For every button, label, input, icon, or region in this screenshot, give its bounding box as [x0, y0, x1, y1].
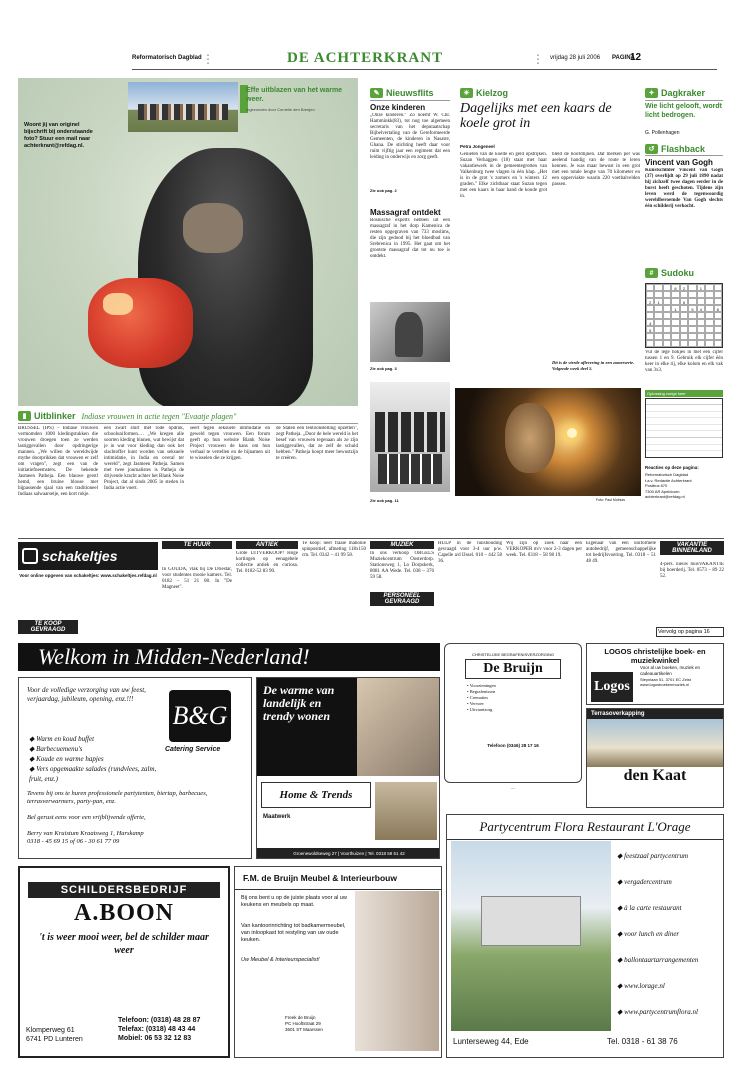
bullet-icon: ◆ [617, 852, 625, 860]
sudoku-cell[interactable] [714, 319, 722, 326]
meubel-t1: Bij ons bent u op de juiste plaats voor al uw keukens en meubels op maat. [241, 895, 347, 908]
classified-5: HULP in de huishouding gevraagd voor 3-4 uur p/w. Capelle a/d IJssel. 010 – 442 58 36. [438, 541, 502, 564]
fruit-highlight [103, 293, 133, 315]
flashback-headline: Vincent van Gogh [645, 158, 713, 167]
sudoku-cell[interactable] [680, 340, 688, 347]
bullet-icon: • [467, 689, 470, 694]
uitblinker-col3: seert tegen seksuele intimidatie en geweld tegen vrouwen. Een forum geeft op hun website Blank Noise Project vrouwen de kans om hun verhaal te vertellen en de bijnamen uit te wisselen die ze krijgen. [190, 426, 270, 461]
boon-name: A.BOON [73, 900, 174, 926]
sudoku-cell[interactable] [705, 340, 713, 347]
schakel-logo: schakeltjes [18, 542, 158, 570]
sudoku-cell[interactable] [654, 326, 662, 333]
bullet-icon: • [467, 707, 470, 712]
logos-addr: Steynlaan 51, 3701 EC Zeist www.logosboekenmuziek.nl [640, 677, 691, 687]
crowd [138, 104, 228, 120]
sudoku-cell[interactable] [663, 291, 671, 298]
nieuwsflits-t1: „Onze kinderen." Zo noemt W. Chr. Hamminkk(83), tot nog toe algemeen secretaris van het deputaatschap Bijbelvertaling van de Gereformeerde Gemeenten, de kinderen in Nasatre, Ghana. De stichting heeft daar voor ruim vijftig jaar een regiment dat een leiding in onderwijs en zorg geeft. [370, 113, 450, 160]
list-item: • Crematies [467, 695, 488, 700]
woman-face [505, 403, 555, 473]
cave-photo [455, 388, 641, 496]
bg-logo: B&G [169, 690, 231, 742]
schakel-icon [22, 548, 38, 564]
sudoku-cell[interactable] [688, 284, 696, 291]
sudoku-cell[interactable] [680, 326, 688, 333]
bruijn-name: De Bruijn [465, 659, 561, 679]
boon-tel: Telefoon: (0318) 48 28 87 Telefax: (0318) 48 43 44 Mobiel: 06 53 32 12 83 [118, 1017, 201, 1042]
sudoku-cell[interactable] [646, 333, 654, 340]
paper-name: Reformatorisch Dagblad [132, 55, 202, 61]
inset-photo [128, 82, 238, 132]
list-item: ◆ Warm en koud buffet [29, 735, 95, 743]
bullet-icon: ◆ [617, 904, 625, 912]
bg-line3: Bel gerust eens voor een vrijblijvende offerte, [27, 814, 146, 821]
ht-sub: Maatwerk [263, 814, 291, 820]
bullet-icon: • [467, 701, 470, 706]
sudoku-cell[interactable]: 1 [697, 284, 705, 291]
nieuwsflits-icon: ✎ [370, 88, 383, 98]
sudoku-instructions: Vul de lege hokjes in met een cijfer tussen 1 en 9. Gebruik elk cijfer één keer in elke rij, elke kolom en elk vak van 3x3. [645, 350, 723, 373]
bg-line2: Tevens bij ons te huren professionele partytenten, biertap, barbecues, terrasverwarmers, party-pan, enz. [27, 790, 208, 805]
bg-contact: Berry van Kruistum Kraatsweg 1, Harskamp 0318 - 45 69 15 of 06 - 30 61 77 09 [27, 830, 144, 845]
list-item: ◆ à la carte restaurant [617, 904, 682, 912]
sudoku-cell[interactable] [688, 319, 696, 326]
flashback-body: Kunstschilder Vincent van Gogh (37) overlijdt op 29 juli 1890 nadat hij zichzelf twee dagen eerder in de borst heeft geschoten. Tijdens zijn leven werd de tegenwoordig wereldberoemde Van Gogh slechts één schilderij verkocht. [645, 168, 723, 209]
sudoku-cell[interactable] [705, 333, 713, 340]
classifieds-rule [18, 538, 724, 539]
more-link[interactable]: Vervolg op pagina 16 [656, 627, 724, 637]
sudoku-cell[interactable] [654, 340, 662, 347]
sudoku-cell[interactable] [705, 291, 713, 298]
logos-top: LOGOS christelijke boek- en muziekwinkel [604, 647, 706, 665]
sudoku-cell[interactable]: 8 [714, 305, 722, 312]
meubel-t2: Van kantoorinrichting tot badkamermeubel, van inloopkast tot restyling van uw oude keuken. [241, 923, 346, 943]
nieuwsflits-see2: Zie ook pag. 3 [370, 366, 397, 371]
bullet-icon: ◆ [29, 755, 37, 763]
classified-4: In ons verkoop ORGELS Muziekcentrum Oosterdorp. Stationsweg 1, Lo Dorpskerk, 8081 AA Wede. Tel. 038 – 376 59 58. [370, 551, 434, 580]
section-title: DE ACHTERKRANT [287, 50, 444, 66]
sect-muziek: MUZIEK [370, 541, 434, 549]
sudoku-cell[interactable] [688, 340, 696, 347]
flora-tel: Tel. 0318 - 61 38 76 [607, 1037, 678, 1046]
date: vrijdag 28 juli 2006 [550, 55, 601, 61]
page-number: 12 [630, 52, 642, 63]
list-item: • Vervoer [467, 701, 484, 706]
sudoku-cell[interactable] [697, 291, 705, 298]
flora-ad[interactable] [446, 814, 724, 1058]
sudoku-cell[interactable] [654, 333, 662, 340]
divider-dots-2: ⋮ [532, 52, 544, 66]
nieuwsflits-rule [370, 100, 450, 101]
uitblinker-col4: de Staten een tentoonstelling opzetten", zegt Patheja. „Door de hele wereld is het besef van vrouwen tegenaan als ze zijn lastiggevallen, dat ze zelf de schuld hebben." Patheja hoopt meer bewustzijn te creëren. [276, 426, 358, 461]
sudoku-cell[interactable] [697, 319, 705, 326]
flora-photo [451, 841, 611, 1031]
sudoku-cell[interactable] [646, 291, 654, 298]
sudoku-cell[interactable] [705, 312, 713, 319]
uitblinker-icon: ▮ [18, 411, 31, 421]
sudoku-cell[interactable] [680, 333, 688, 340]
bruijn-sub: CHRISTELIJKE BEGRAFENISVERZORGING [471, 652, 554, 657]
sudoku-cell[interactable] [671, 326, 679, 333]
massagraf-photo [370, 302, 450, 362]
list-item: ◆ voor lunch en diner [617, 930, 680, 938]
boon-slogan: 't is weer mooi weer, bel de schilder maar weer [39, 932, 209, 956]
sudoku-cell[interactable]: 2 [680, 284, 688, 291]
ht-photo2 [375, 782, 437, 840]
bruijn-ad[interactable] [444, 643, 582, 783]
reply-address: Reformatorisch Dagblad t.a.v. Redactie Achterkrant Postbus 670 7300 AR Apeldoorn achterkrant@refdag.nl [645, 472, 692, 499]
sudoku-cell[interactable] [663, 340, 671, 347]
kielzog-tag: ☀ Kielzog [460, 88, 508, 98]
catering-ad[interactable] [18, 677, 252, 859]
logos-logo: Logos [591, 672, 633, 702]
boon-addr: Klomperweg 61 6741 PD Lunteren [26, 1027, 83, 1043]
classified-3: Te koop: neer fraaie mahonie spinpositief, afmeting 118x150 cm. Tel. 0342 – 41 99 58. [302, 541, 366, 558]
candle-flame [567, 428, 577, 438]
list-item: ◆ Barbecuemenu's [29, 745, 83, 753]
divider-dots: ⋮ [202, 52, 214, 66]
bruijn-list [445, 683, 581, 713]
sudoku-cell[interactable]: 1 [654, 298, 662, 305]
sect-antiek: ANTIEK [236, 541, 298, 549]
sudoku-cell[interactable] [663, 312, 671, 319]
sudoku-cell[interactable] [680, 319, 688, 326]
sudoku-cell[interactable] [663, 326, 671, 333]
flora-list [617, 843, 721, 1025]
flora-addr: Lunterseweg 44, Ede [453, 1037, 529, 1046]
hometrends-ad[interactable] [256, 677, 440, 859]
children-row2 [378, 454, 442, 484]
sudoku-cell[interactable] [654, 291, 662, 298]
sudoku-icon: # [645, 268, 658, 278]
sudoku-cell[interactable] [714, 312, 722, 319]
nieuwsflits-see1: Zie ook pag. 2 [370, 188, 397, 193]
sudoku-cell[interactable] [654, 284, 662, 291]
uitblinker-col2: een zwart shirt met rode opdruk, schooluniformen.… „We kregen alle soorten kleding binnen, wat bewijst dat je in wat voor kleding dan ook het slachtoffer kunt worden van seksuele intimidatie, in India en overal ter wereld", zegt Jasmeen Patheja. Samen met twee journalistes is Patheja de drijvende kracht achter het Blank Noise Project, dat al sinds 2005 in steden in India actie voert. [104, 426, 184, 491]
sudoku-cell[interactable] [697, 326, 705, 333]
children [375, 412, 445, 452]
flashback-icon: ↺ [645, 144, 658, 154]
terras-head: Terrasoverkapping [587, 709, 723, 719]
sudoku-cell[interactable] [688, 312, 696, 319]
page-label: PAGINA [612, 55, 635, 61]
bullet-icon: • [467, 695, 470, 700]
sudoku-cell[interactable] [663, 305, 671, 312]
schakel-text: Voor online opgeven van schakeltjes: www.schakeltjes.refdag.nl [19, 573, 157, 578]
sudoku-cell[interactable]: 5 [680, 298, 688, 305]
sudoku-cell[interactable] [680, 305, 688, 312]
sudoku-cell[interactable] [680, 312, 688, 319]
bullet-icon: ◆ [617, 1008, 625, 1016]
sudoku-cell[interactable] [671, 291, 679, 298]
dagkraker-icon: ✦ [645, 88, 658, 98]
sudoku-cell[interactable] [688, 326, 696, 333]
sudoku-cell[interactable]: 5 [646, 326, 654, 333]
bruijn-phone: Telefoon (0346) 28 17 16 [487, 743, 539, 748]
sudoku-cell[interactable] [705, 298, 713, 305]
chimp-face [183, 203, 243, 253]
sudoku-cell[interactable] [663, 319, 671, 326]
photo-headline: Effe uitblazen van het warme weer. [246, 87, 343, 103]
classified-8: 4-pers. nieuw huisVAKANTIE bij boerderij. Tel. 0573 – 89 22 52. [660, 562, 724, 579]
sudoku-cell[interactable] [663, 298, 671, 305]
sudoku-cell[interactable] [714, 333, 722, 340]
sudoku-cell[interactable]: 8 [671, 284, 679, 291]
sudoku-cell[interactable]: 2 [646, 298, 654, 305]
sudoku-cell[interactable]: 4 [697, 305, 705, 312]
sudoku-cell[interactable]: 4 [646, 319, 654, 326]
sudoku-cell[interactable]: 1 [671, 305, 679, 312]
dagkraker-author: G. Pollenhagen [645, 130, 680, 136]
meubel-t3: Uw Meubel & Interieurspecialist! [241, 957, 320, 963]
kielzog-credit: Foto: Paul Molhuis [596, 498, 625, 502]
bullet-icon: • [467, 683, 470, 688]
sudoku-cell[interactable] [671, 319, 679, 326]
flashback-rule [645, 155, 723, 156]
sudoku-cell[interactable] [714, 291, 722, 298]
sudoku-cell[interactable] [705, 319, 713, 326]
sudoku-cell[interactable] [688, 291, 696, 298]
kielzog-note: Dit is de vierde aflevering in een zomerserie. Volgende week deel 5. [552, 360, 635, 371]
sudoku-cell[interactable] [646, 284, 654, 291]
sudoku-cell[interactable] [697, 312, 705, 319]
list-item: ◆ feestzaal partycentrum [617, 852, 689, 860]
nieuwsflits-tag: ✎ Nieuwsflits [370, 88, 434, 98]
uitblinker-headline: Indiase vrouwen in actie tegen "Evaatje plagen" [81, 411, 237, 421]
sudoku-cell[interactable] [705, 326, 713, 333]
dagkraker-rule [645, 100, 723, 101]
list-item: ◆ ballontaartarrangementen [617, 956, 699, 964]
list-item: ◆ Vers opgemaakte salades (rundvlees, zalm, fruit, enz.) [29, 765, 157, 783]
sudoku-grid[interactable] [645, 283, 723, 348]
sudoku-cell[interactable] [671, 312, 679, 319]
sudoku-cell[interactable] [671, 340, 679, 347]
list-item: ◆ www.partycentrumflora.nl [617, 1008, 698, 1016]
meubel-ad[interactable] [234, 866, 442, 1058]
kielzog-icon: ☀ [460, 88, 473, 98]
ht-head: De warme van landelijk en trendy wonen [257, 678, 357, 776]
sudoku-cell[interactable] [654, 305, 662, 312]
classified-1: In GOUDA, vlak bij De Driestar, voor studentes mooie kamers. Tel. 0182 – 51 21 08. In "De Magneet". [162, 567, 232, 590]
solution-grid [645, 398, 723, 458]
sudoku-cell[interactable] [663, 333, 671, 340]
ht-photo [357, 678, 440, 776]
sect-vakantie: VAKANTIE BINNENLAND [660, 541, 724, 555]
sect-personeel: PERSONEEL GEVRAAGD [370, 592, 434, 606]
sudoku-cell[interactable] [697, 340, 705, 347]
figure [395, 312, 423, 357]
bullet-icon: ◆ [617, 982, 625, 990]
sudoku-cell[interactable] [714, 298, 722, 305]
classified-6: Wij zijn op zoek naar een VERKOPER m/v voor 2-3 dagen per week. Tel. 0318 – 58 98 19. [506, 541, 582, 558]
classified-7: Eigenaar van een uniformele autobedrijf, gemeenschappelijke tot bedrijfsvoering. Tel. 0318 – 51 48 49. [586, 541, 656, 564]
logos-ad[interactable] [586, 643, 724, 705]
sudoku-cell[interactable] [671, 333, 679, 340]
bullet-icon: ◆ [29, 765, 37, 773]
list-item: • Uitvaartzorg [467, 707, 493, 712]
sect-te-koop: TE KOOP GEVRAAGD [18, 620, 78, 634]
bullet-icon: ◆ [29, 735, 37, 743]
sudoku-cell[interactable] [714, 284, 722, 291]
sudoku-cell[interactable] [646, 312, 654, 319]
flashback-tag: ↺ Flashback [645, 144, 705, 154]
bruijn-note: — [511, 785, 515, 790]
page-header [132, 52, 717, 70]
dagkraker-quote: Wie licht gelooft, wordt licht bedrogen. [645, 103, 722, 119]
sudoku-cell[interactable] [671, 298, 679, 305]
sudoku-tag: # Sudoku [645, 268, 694, 278]
reply-label: Reacties op deze pagina: [645, 465, 699, 470]
sudoku-cell[interactable] [663, 284, 671, 291]
terras-photo [587, 719, 723, 767]
list-item: • Begrafenissen [467, 689, 496, 694]
nieuwsflits-h1: Onze kinderen [370, 103, 426, 112]
sudoku-cell[interactable] [705, 305, 713, 312]
nieuwsflits-see3: Zie ook pag. 11 [370, 498, 399, 503]
uitblinker-tag: ▮ Uitblinker [18, 411, 76, 421]
photo-sidebar: Woont jij van originel bijschrift bij onderstaande foto? Stuur een mail naar achterkrant@refdag.nl. [24, 122, 93, 149]
bg-items [29, 734, 169, 784]
sudoku-cell[interactable] [714, 326, 722, 333]
ht-addr: Groenewoldseweg 27 | Voorthuizen | Tel. 0318 58 51 42 [257, 848, 440, 859]
sudoku-cell[interactable] [714, 340, 722, 347]
sudoku-cell[interactable] [654, 312, 662, 319]
uitblinker-rule [18, 423, 358, 424]
sudoku-cell[interactable]: 5 [688, 305, 696, 312]
sudoku-cell[interactable] [688, 298, 696, 305]
fruit-ice [88, 278, 193, 368]
kielzog-headline: Dagelijks met een kaars de koele grot in [460, 101, 612, 131]
sudoku-cell[interactable] [680, 291, 688, 298]
list-item: ◆ www.lorage.nl [617, 982, 665, 990]
kaat-logo: den Kaat [623, 767, 687, 784]
uitblinker-col1: BRUSSEL (IPS) – Indiase vrouwen vermomden 1000 kledingstukken die vrouwen droegen toen ze werden lastiggevallen door opdringerige mannen. „We willen de wereldwijde mythe doorprikken dat vrouwen er zelf om vragen", zegt een van de initiatiefneemsters. De bekende Jasmeen Patheja. Een blauwe gerstl hemd, een bruine blouse met bijpassende sjaal van een traditioneel Indiaas salwaarsetje, een kort rokje. [18, 426, 98, 497]
bg-brand: Catering Service [165, 746, 221, 753]
kielzog-body1: Genieten van de koelte en geld opstrijken. Suzan Verhaggen (18) staat met haar vakantiewerk in de gemeentegrotten van Valkenburg twee vlagen in één klap. „Het is in de grot 's zomers en 's winters 12 graden." Elke zichtbaar staat Suzan tegen met een kaars in haar hand de koude grot in. [460, 152, 547, 199]
welkom-banner: Welkom in Midden-Nederland! [18, 643, 440, 671]
kielzog-body2: bleld de hoofdlijnen. Dat merken per was aeelend handig van de route te leren kennen. Je was maar bewust in een grot met een totale lengte van 70 kilometer en een opperviakte waarin 220 voetbalvelden passen. [552, 152, 640, 187]
bullet-icon: ◆ [29, 745, 37, 753]
boon-ad[interactable] [18, 866, 230, 1058]
chimp-body [138, 148, 313, 406]
sect-te-huur: TE HUUR [162, 541, 232, 549]
sudoku-cell[interactable] [697, 333, 705, 340]
dagkraker-tag: ✦ Dagkraker [645, 88, 705, 98]
meubel-head: F.M. de Bruijn Meubel & Interieurbouw [235, 867, 441, 890]
terras-ad[interactable] [586, 708, 724, 808]
nieuwsflits-t2: Bosnische experts hebben uit een massagraf in het dorp Kamenica de resten opgegraven van 733 moslims, die zijn gedood bij het bloedbad van Srebrenica in 1995. Het gaat om het grootste massagraf dat tot nu toe is ontdekt. [370, 218, 450, 259]
logos-sub: Voor al uw boeken, muziek en cadeauartikelen [640, 665, 701, 676]
catering-intro: Voor de volledige verzorging van uw feest, verjaardag, jubileum, opening, enz.!!! [27, 686, 146, 703]
classified-2: Grote UITVERKOOP! Hoge kortingen op eenagebele collectie antiek en curiosa. Tel. 0182-52 83 90. [236, 551, 298, 574]
bullet-icon: ◆ [617, 930, 625, 938]
children-photo [370, 382, 450, 492]
solution-label: Oplossing vorige keer [645, 390, 723, 397]
sudoku-cell[interactable] [654, 319, 662, 326]
kielzog-author: Petra Jongeneel [460, 144, 495, 149]
sudoku-cell[interactable] [646, 340, 654, 347]
meubel-photo [355, 891, 439, 1051]
meubel-addr: Freek de Bruijn PC Hooftstraat 29 3601 ST Maarssen [285, 1015, 323, 1032]
ht-brand: Home & Trends [261, 782, 371, 808]
sudoku-cell[interactable] [688, 333, 696, 340]
bullet-icon: ◆ [617, 878, 625, 886]
sudoku-cell[interactable] [697, 298, 705, 305]
photo-credit: Ingezonden door Cornelie den Breejen [246, 107, 315, 112]
sudoku-cell[interactable] [646, 305, 654, 312]
list-item: ◆ Koude en warme hapjes [29, 755, 104, 763]
flora-head: Partycentrum Flora Restaurant L'Orage [447, 815, 723, 840]
boon-top: SCHILDERSBEDRIJF [28, 882, 220, 898]
list-item: ◆ vergadercentrum [617, 878, 672, 886]
nieuwsflits-h2: Massagraf ontdekt [370, 208, 441, 217]
flora-building [481, 896, 581, 946]
sudoku-cell[interactable] [705, 284, 713, 291]
uitblinker-header [18, 410, 358, 422]
bullet-icon: ◆ [617, 956, 625, 964]
list-item: • Voorzieningen [467, 683, 496, 688]
